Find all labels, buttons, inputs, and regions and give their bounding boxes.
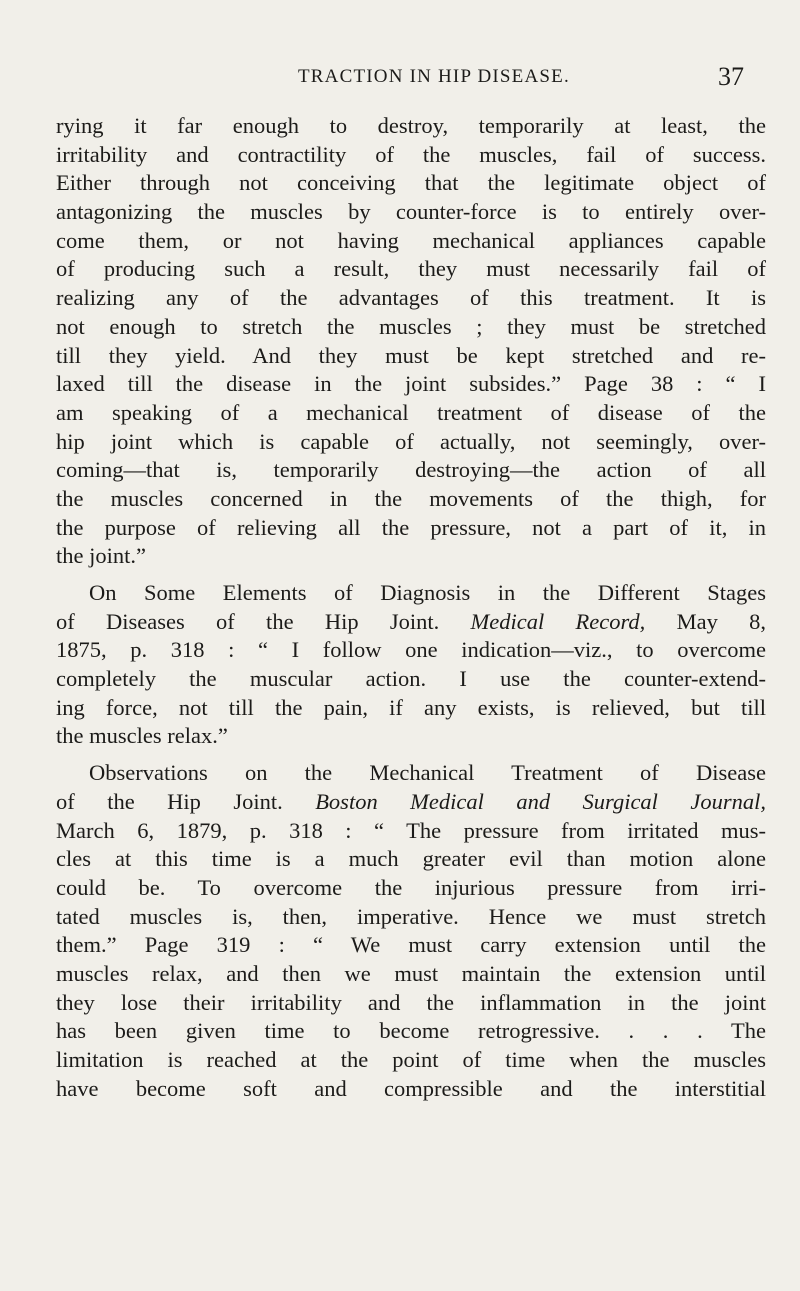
- text-line: has been given time to become retrogressive. . . . The: [56, 1018, 766, 1044]
- text-line: the muscles relax.”: [56, 723, 228, 749]
- text-line-with-citation: [56, 788, 766, 817]
- text-line: tated muscles is, then, imperative. Hence we must stretch: [56, 903, 766, 929]
- text-line: cles at this time is a much greater evil than motion alone: [56, 846, 766, 872]
- page-number: 37: [718, 62, 744, 91]
- text-line: completely the muscular action. I use the counter-extend-: [56, 666, 766, 692]
- text-line: come them, or not having mechanical appliances capable: [56, 227, 766, 253]
- text-line: till they yield. And they must be kept stretched and re-: [56, 342, 766, 368]
- text-line: them.” Page 319 : “ We must carry extension until the: [56, 932, 766, 958]
- text-line: rying it far enough to destroy, temporarily at least, the: [56, 113, 766, 138]
- paragraph-2: [56, 579, 766, 751]
- citation-lead: of Diseases of the Hip Joint.: [56, 608, 471, 634]
- text-line: coming—that is, temporarily destroying—the action of all: [56, 457, 766, 483]
- text-line: of producing such a result, they must necessarily fail of: [56, 256, 766, 282]
- text-line: realizing any of the advantages of this treatment. It is: [56, 285, 766, 311]
- text-line: March 6, 1879, p. 318 : “ The pressure from irritated mus-: [56, 817, 766, 843]
- text-line: Either through not conceiving that the legitimate object of: [56, 170, 766, 196]
- text-line: 1875, p. 318 : “ I follow one indication—viz., to overcome: [56, 637, 766, 663]
- text-line: hip joint which is capable of actually, not seemingly, over-: [56, 428, 766, 454]
- text-line: they lose their irritability and the inflammation in the joint: [56, 989, 766, 1015]
- text-line: the joint.”: [56, 543, 146, 569]
- paragraph-gap: [56, 571, 766, 579]
- text-line: have become soft and compressible and the interstitial: [56, 1075, 766, 1101]
- paragraph-gap: [56, 751, 766, 759]
- citation-lead: of the Hip Joint.: [56, 788, 316, 814]
- text-line: the purpose of relieving all the pressure, not a part of it, in: [56, 514, 766, 540]
- journal-title: Medical Record,: [470, 608, 646, 634]
- text-line: limitation is reached at the point of time when the muscles: [56, 1047, 766, 1072]
- text-line: antagonizing the muscles by counter-force is to entirely over-: [56, 199, 766, 225]
- text-line: ing force, not till the pain, if any exists, is relieved, but till: [56, 694, 766, 720]
- paragraph-3: [56, 759, 766, 1103]
- paragraph-1: [56, 112, 766, 571]
- running-head: [0, 62, 800, 102]
- text-line: On Some Elements of Diagnosis in the Different Stages: [89, 580, 766, 605]
- text-line: laxed till the disease in the joint subsides.” Page 38 : “ I: [56, 371, 766, 397]
- text-line-with-citation: [56, 608, 766, 637]
- text-line: am speaking of a mechanical treatment of disease of the: [56, 399, 766, 425]
- body-text: [56, 112, 766, 1103]
- text-line: could be. To overcome the injurious pressure from irri-: [56, 874, 766, 900]
- text-line: the muscles concerned in the movements of the thigh, for: [56, 485, 766, 511]
- text-line: irritability and contractility of the muscles, fail of success.: [56, 141, 766, 167]
- text-line: Observations on the Mechanical Treatment of Disease: [89, 760, 766, 786]
- text-line: not enough to stretch the muscles ; they must be stretched: [56, 313, 766, 339]
- citation-date: May 8,: [645, 608, 766, 634]
- running-title: TRACTION IN HIP DISEASE.: [298, 66, 570, 87]
- journal-title: Boston Medical and Surgical Journal,: [315, 788, 766, 814]
- text-line: muscles relax, and then we must maintain the extension until: [56, 960, 766, 986]
